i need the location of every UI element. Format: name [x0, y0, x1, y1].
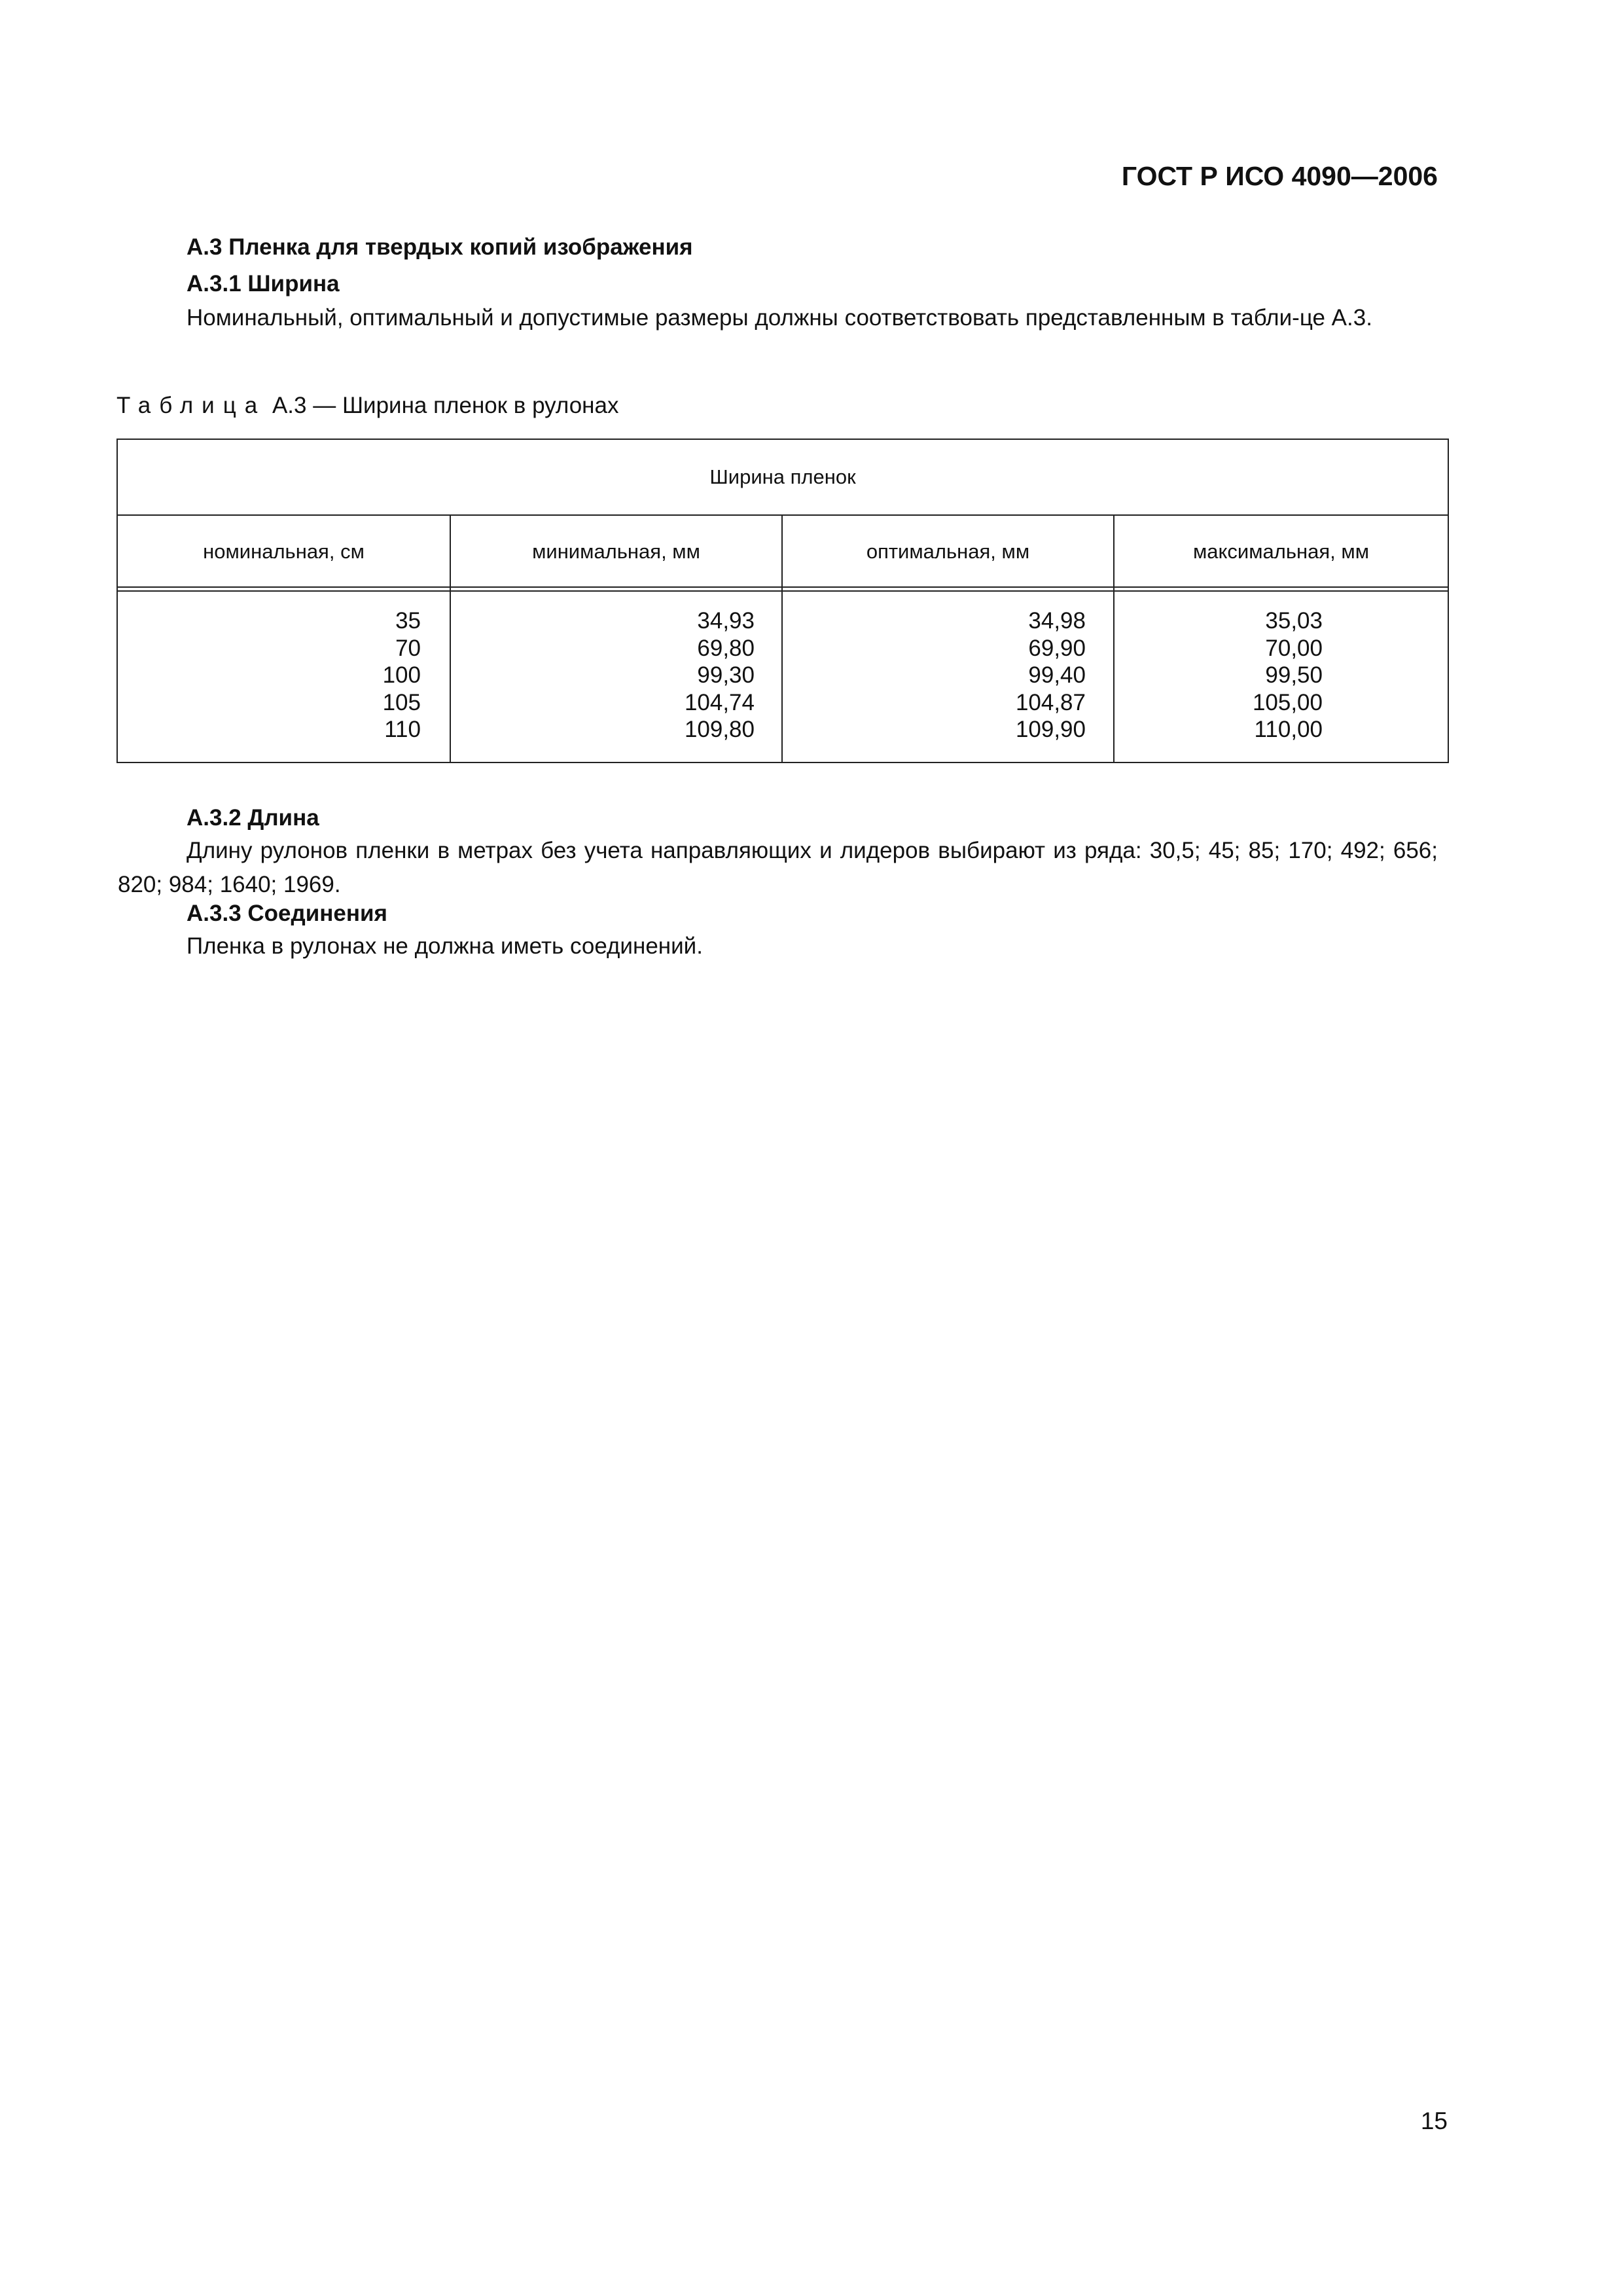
table-cell: 34,98	[1028, 608, 1086, 634]
film-width-table	[116, 439, 1449, 763]
table-cell: 99,50	[1265, 662, 1323, 688]
section-a33-heading: А.3.3 Соединения	[187, 901, 387, 926]
table-cell: 99,30	[697, 662, 755, 688]
column-values-minimum	[685, 607, 755, 744]
header-double-rule	[118, 586, 1448, 592]
table-cell: 34,93	[697, 608, 755, 634]
table-caption-title: А.3 — Ширина пленок в рулонах	[266, 393, 619, 418]
table-cell: 100	[382, 662, 421, 688]
column-values-maximum	[1253, 607, 1323, 744]
column-divider	[450, 514, 451, 762]
section-a3-heading: А.3 Пленка для твердых копий изображения	[187, 234, 693, 260]
table-cell: 35	[395, 608, 421, 634]
section-a32-paragraph: Длину рулонов пленки в метрах без учета направляющих и лидеров выбирают из ряда: 30,5; 45; 85; 170; 492; 656; 820; 984; 1640; 1969.	[118, 838, 1438, 897]
table-cell: 99,40	[1028, 662, 1086, 688]
section-a31-paragraph: Номинальный, оптимальный и допустимые размеры должны соответствовать представленным в табли-це А.3.	[187, 305, 1372, 331]
section-a33-paragraph: Пленка в рулонах не должна иметь соединений.	[187, 933, 703, 959]
column-divider	[1113, 514, 1115, 762]
table-cell: 69,80	[697, 635, 755, 661]
column-header-optimal: оптимальная, мм	[866, 540, 1030, 563]
table-cell: 104,87	[1015, 689, 1086, 715]
table-cell: 110	[384, 717, 421, 742]
table-group-header: Ширина пленок	[118, 440, 1448, 516]
section-a32-heading: А.3.2 Длина	[187, 805, 319, 831]
table-cell: 109,90	[1015, 717, 1086, 742]
table-cell: 104,74	[684, 689, 755, 715]
column-values-nominal	[383, 607, 421, 744]
table-cell: 109,80	[684, 717, 755, 742]
table-cell: 69,90	[1028, 635, 1086, 661]
column-divider	[781, 514, 783, 762]
table-cell: 35,03	[1265, 608, 1323, 634]
table-cell: 70,00	[1265, 635, 1323, 661]
table-cell: 105,00	[1252, 689, 1323, 715]
column-header-nominal: номинальная, см	[203, 540, 365, 563]
column-header-maximum: максимальная, мм	[1192, 540, 1370, 563]
table-cell: 105	[382, 689, 421, 715]
table-cell: 110,00	[1254, 717, 1323, 742]
column-header-minimum: минимальная, мм	[532, 540, 700, 563]
table-cell: 70	[395, 635, 421, 661]
table-caption	[116, 393, 618, 419]
section-a31-heading: А.3.1 Ширина	[187, 271, 340, 296]
table-caption-label: Таблица	[116, 393, 266, 418]
column-values-optimal	[1016, 607, 1086, 744]
document-code: ГОСТ Р ИСО 4090—2006	[1121, 161, 1438, 191]
page-number: 15	[1420, 2108, 1448, 2134]
